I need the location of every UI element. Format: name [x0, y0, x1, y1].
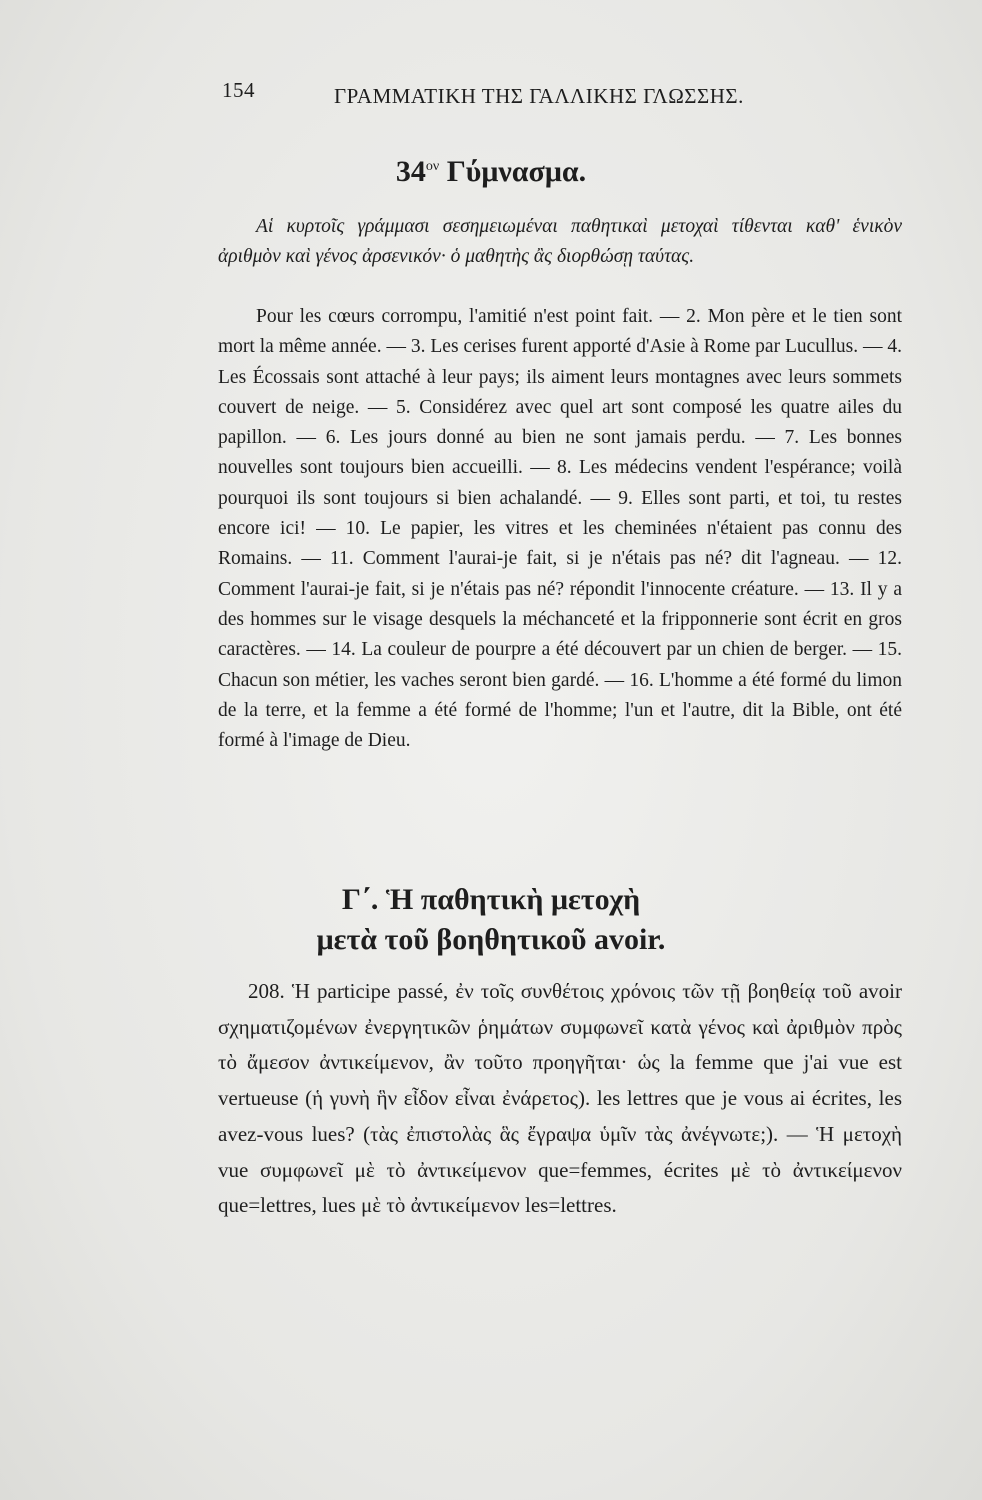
grammar-rule-paragraph: 208. Ἡ participe passé, ἐν τοῖς συνθέτοις χρόνοις τῶν τῇ βοηθείᾳ τοῦ avoir σχηματιζομένων ἐνεργητικῶν ῥημάτων συμφωνεῖ κατὰ γένος καὶ ἀριθμὸν πρὸς τὸ ἄμεσον ἀντικείμενον, ἂν τοῦτο προηγῆται· ὡς la femme que j'ai vue est vertueuse (ἡ γυνὴ ἣν εἶδον εἶναι ἐνάρετος). les lettres que je vous ai écrites, les avez-vous lues? (τὰς ἐπιστολὰς ἃς ἔγραψα ὑμῖν τὰς ἀνέγνωτε;). — Ἡ μετοχὴ vue συμφωνεῖ μὲ τὸ ἀντικείμενον que=femmes, écrites μὲ τὸ ἀντικείμενον que=lettres, lues μὲ τὸ ἀντικείμενον les=lettres.	[218, 979, 902, 1218]
exercise-title	[0, 155, 982, 189]
page-number: 154	[222, 78, 255, 102]
exercise-sentences: Pour les cœurs corrompu, l'amitié n'est point fait. — 2. Mon père et le tien sont mort la même année. — 3. Les cerises furent apporté d'Asie à Rome par Lucullus. — 4. Les Écossais sont attaché à leur pays; ils aiment leurs montagnes avec leurs sommets couvert de neige. — 5. Considérez avec quel art sont composé les quatre ailes du papillon. — 6. Les jours donné au bien ne sont jamais perdu. — 7. Les bonnes nouvelles sont toujours bien accueilli. — 8. Les médecins vendent l'espérance; voilà pourquoi ils sont toujours si bien achalandé. — 9. Elles sont parti, et toi, tu restes encore ici! — 10. Le papier, les vitres et les cheminées n'étaient pas connu des Romains. — 11. Comment l'aurai-je fait, si je n'étais pas né? dit l'agneau. — 12. Comment l'aurai-je fait, si je n'étais pas né? répondit l'innocente créature. — 13. Il y a des hommes sur le visage desquels la méchanceté et la fripponnerie sont écrit en gros caractères. — 14. La couleur de pourpre a été découvert par un chien de berger. — 15. Chacun son métier, les vaches seront bien gardé. — 16. L'homme a été formé du limon de la terre, et la femme a été formé de l'homme; l'un et l'autre, dit la Bible, ont été formé à l'image de Dieu.	[218, 306, 902, 752]
section-heading-line-1: Γ΄. Ἡ παθητικὴ μετοχὴ	[341, 883, 641, 916]
exercise-label: Γύμνασμα.	[446, 155, 587, 188]
section-heading-line-2: μετὰ τοῦ βοηθητικοῦ avoir.	[316, 923, 666, 956]
exercise-instruction: Αἱ κυρτοῖς γράμμασι σεσημειωμέναι παθητικαὶ μετοχαὶ τίθενται καθ' ἑνικὸν ἀριθμὸν καὶ γένος ἀρσενικόν· ὁ μαθητὴς ἂς διορθώσῃ ταύτας.	[218, 216, 902, 268]
exercise-number: 34	[395, 155, 426, 188]
running-title: ΓΡΑΜΜΑΤΙΚΗ ΤΗΣ ΓΑΛΛΙΚΗΣ ΓΛΩΣΣΗΣ.	[334, 84, 744, 108]
exercise-number-suffix: ον	[425, 159, 440, 174]
